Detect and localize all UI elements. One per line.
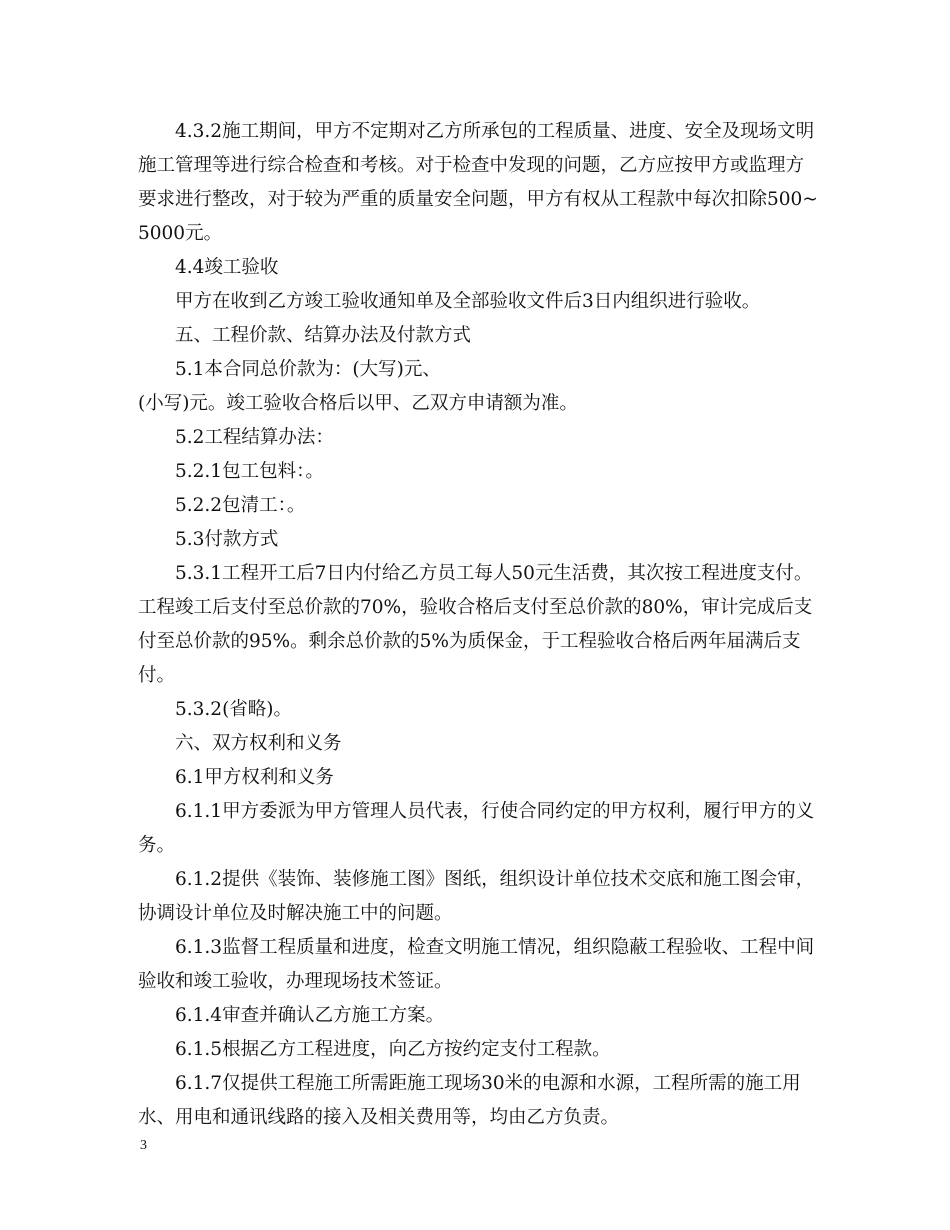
paragraph: (小写)元。竣工验收合格后以甲、乙双方申请额为准。 bbox=[138, 393, 578, 414]
paragraph: 甲方在收到乙方竣工验收通知单及全部验收文件后3日内组织进行验收。 bbox=[175, 291, 761, 312]
paragraph: 6.1.7仅提供工程施工所需距施工现场30米的电源和水源，工程所需的施工用水、用电和通讯线路的接入及相关费用等，均由乙方负责。 bbox=[138, 1073, 801, 1128]
section-heading: 5.3付款方式 bbox=[175, 529, 279, 550]
paragraph: 5.3.2(省略)。 bbox=[175, 699, 293, 720]
paragraph: 5.2.2包清工：。 bbox=[175, 495, 306, 516]
paragraph: 6.1.4审查并确认乙方施工方案。 bbox=[175, 1005, 445, 1026]
section-heading: 五、工程价款、结算办法及付款方式 bbox=[175, 325, 472, 346]
section-heading: 6.1甲方权利和义务 bbox=[175, 767, 334, 788]
paragraph: 6.1.2提供《装饰、装修施工图》图纸，组织设计单位技术交底和施工图会审，协调设计单位及时解决施工中的问题。 bbox=[138, 869, 815, 924]
section-heading: 5.2工程结算办法： bbox=[175, 427, 334, 448]
paragraph: 4.3.2施工期间，甲方不定期对乙方所承包的工程质量、进度、安全及现场文明施工管理等进行综合检查和考核。对于检查中发现的问题，乙方应按甲方或监理方要求进行整改，对于较为严重的质量安全问题，甲方有权从工程款中每次扣除500~5000元。 bbox=[138, 121, 818, 244]
section-heading: 4.4竣工验收 bbox=[175, 257, 279, 278]
page-number: 3 bbox=[140, 1138, 147, 1153]
paragraph: 5.3.1工程开工后7日内付给乙方员工每人50元生活费，其次按工程进度支付。工程竣工后支付至总价款的70%，验收合格后支付至总价款的80%，审计完成后支付至总价款的95%。剩余总价款的5%为质保金，于工程验收合格后两年届满后支付。 bbox=[138, 563, 813, 686]
document-body bbox=[138, 115, 818, 1135]
paragraph: 6.1.3监督工程质量和进度，检查文明施工情况，组织隐蔽工程验收、工程中间验收和竣工验收，办理现场技术签证。 bbox=[138, 937, 815, 992]
paragraph: 6.1.5根据乙方工程进度，向乙方按约定支付工程款。 bbox=[175, 1039, 611, 1060]
paragraph: 6.1.1甲方委派为甲方管理人员代表，行使合同约定的甲方权利，履行甲方的义务。 bbox=[138, 801, 815, 856]
paragraph: 5.1本合同总价款为：(大写)元、 bbox=[175, 359, 441, 380]
paragraph: 5.2.1包工包料：。 bbox=[175, 461, 324, 482]
section-heading: 六、双方权利和义务 bbox=[175, 733, 342, 754]
